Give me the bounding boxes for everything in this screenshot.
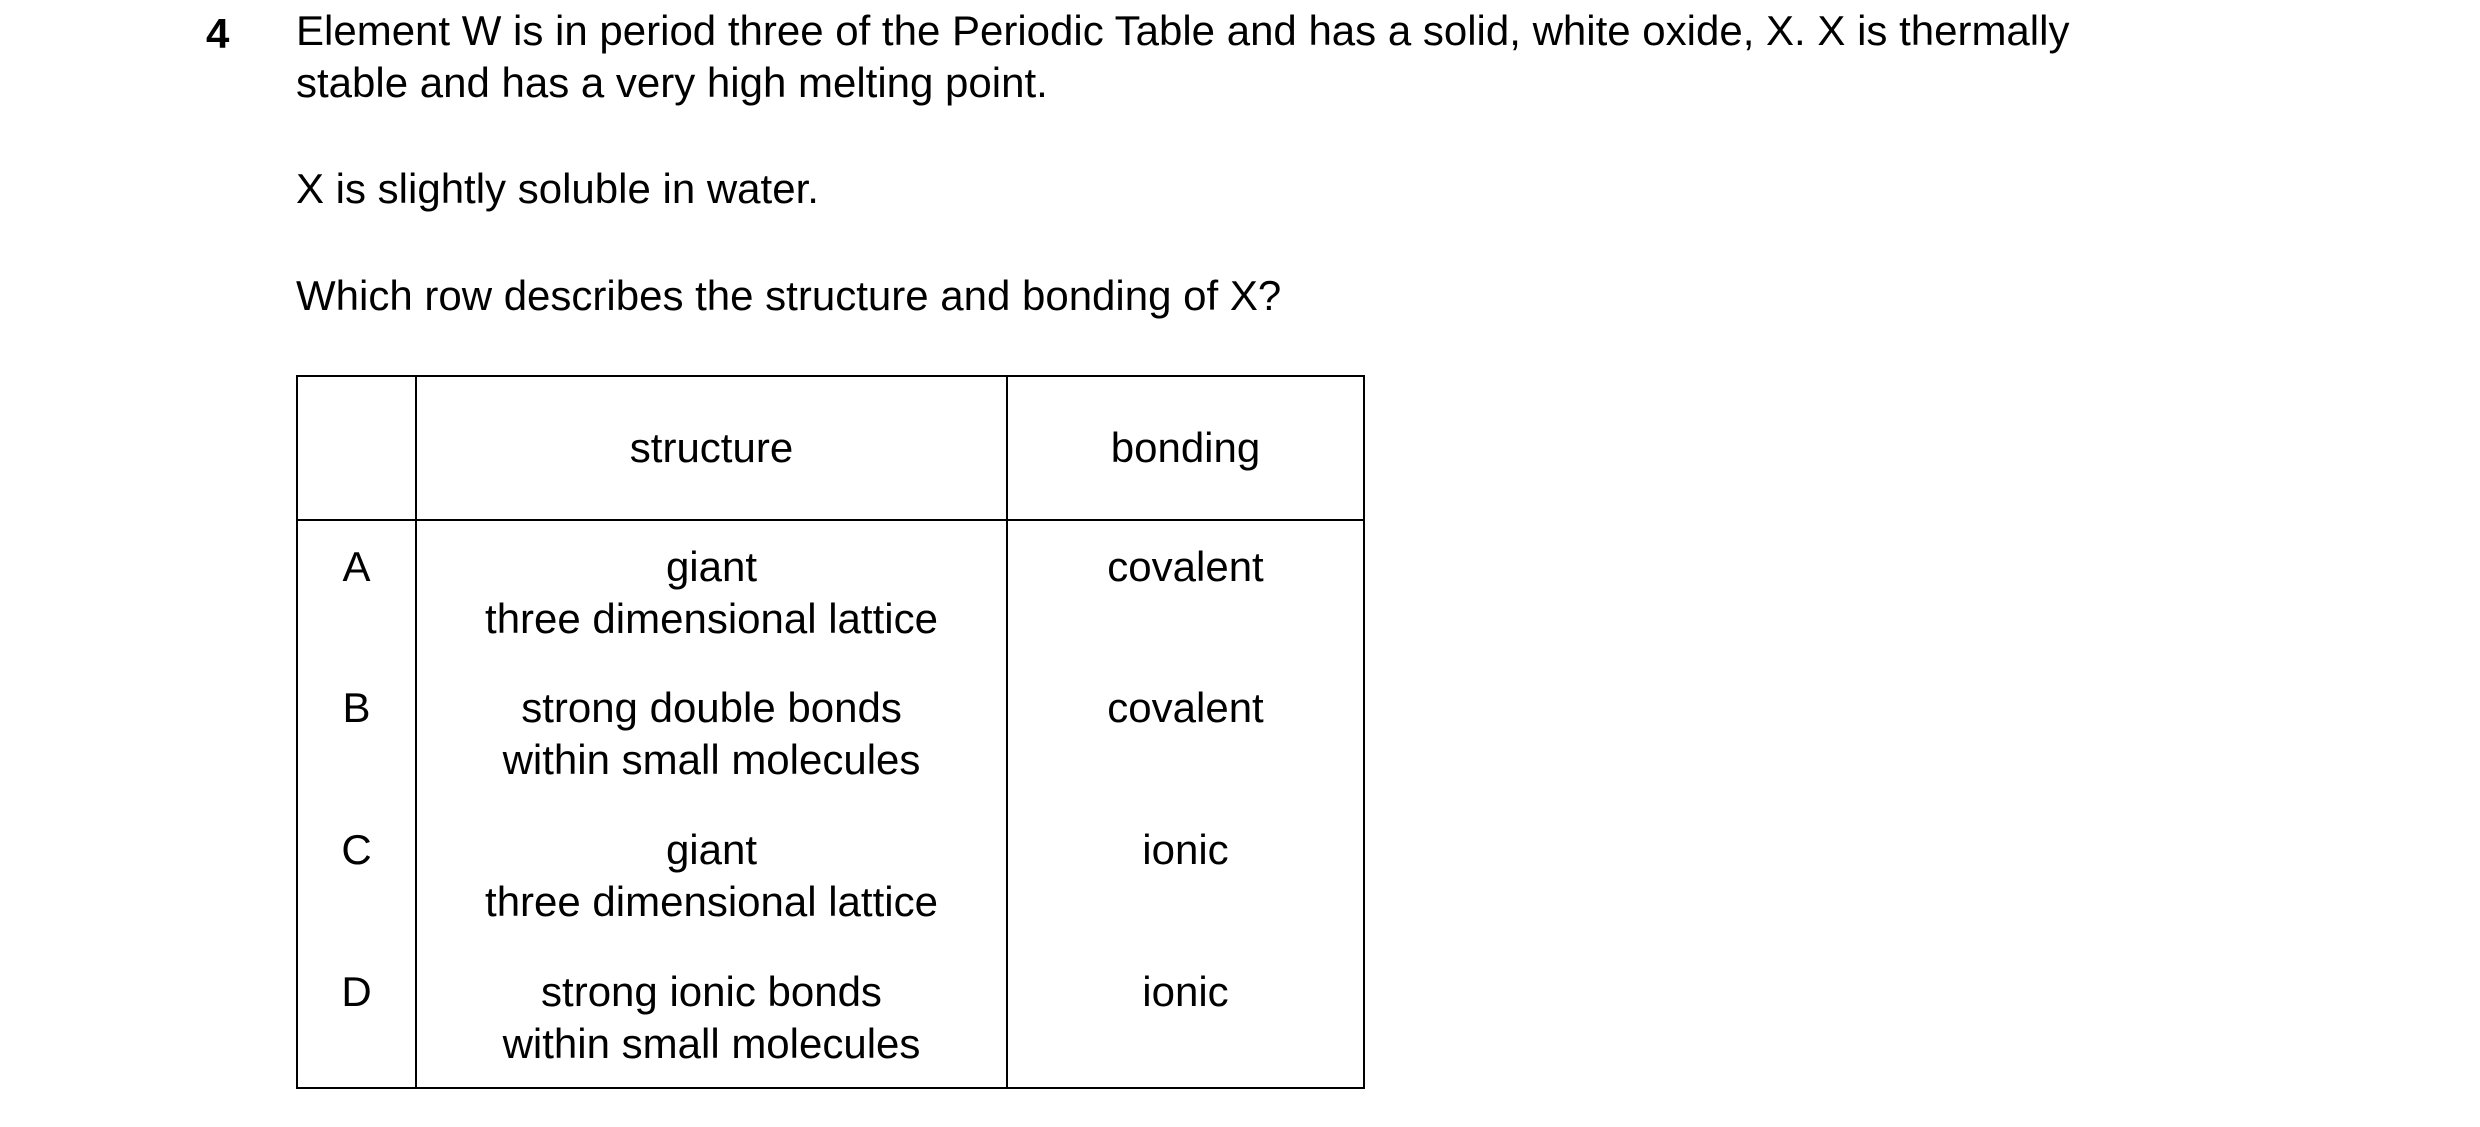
question-prompt: Which row describes the structure and bonding of X? (296, 272, 1282, 319)
option-structure (416, 520, 1007, 662)
structure-line: giant (665, 543, 758, 590)
table-header-row (297, 376, 1364, 520)
option-structure (416, 662, 1007, 804)
option-letter: D (297, 946, 416, 1088)
header-letter-cell (297, 376, 416, 520)
structure-line: giant (665, 826, 758, 873)
question-stem-line-1: Element W is in period three of the Periodic Table and has a solid, white oxide, X. X is thermally (296, 7, 2070, 54)
option-letter: C (297, 804, 416, 946)
structure-line: within small molecules (502, 1020, 921, 1067)
option-letter: A (297, 520, 416, 662)
option-bonding: ionic (1007, 946, 1364, 1088)
option-letter: B (297, 662, 416, 804)
option-structure (416, 946, 1007, 1088)
structure-line: strong ionic bonds (541, 968, 882, 1015)
options-table (296, 375, 1365, 1089)
structure-line: three dimensional lattice (485, 878, 938, 925)
question-number: 4 (206, 10, 230, 57)
header-bonding: bonding (1007, 376, 1364, 520)
structure-line: within small molecules (502, 736, 921, 783)
table-row (297, 662, 1364, 804)
option-bonding: ionic (1007, 804, 1364, 946)
question-stem-line-2: stable and has a very high melting point. (296, 59, 1048, 106)
structure-line: three dimensional lattice (485, 595, 938, 642)
option-bonding: covalent (1007, 662, 1364, 804)
table-row (297, 520, 1364, 662)
table-row (297, 804, 1364, 946)
header-structure: structure (416, 376, 1007, 520)
table-row (297, 946, 1364, 1088)
option-structure (416, 804, 1007, 946)
option-bonding: covalent (1007, 520, 1364, 662)
structure-line: strong double bonds (521, 684, 902, 731)
question-statement: X is slightly soluble in water. (296, 165, 819, 212)
